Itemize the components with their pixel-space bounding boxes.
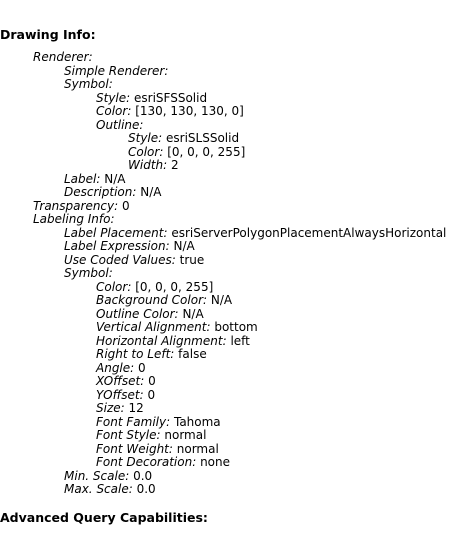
label-color-key: Color: [96,279,132,294]
outline-row [0,119,474,133]
right-to-left-value: false [178,347,207,361]
advanced-query-heading: Advanced Query Capabilities: [0,510,208,525]
symbol-row [0,78,474,92]
xoffset-key: XOffset: [96,374,145,388]
drawing-info-heading: Drawing Info: [0,27,96,42]
style-value: esriSFSSolid [134,90,208,105]
angle-row [0,362,474,376]
style-key: Style: [96,90,131,105]
symbol-key: Symbol: [64,77,113,91]
yoffset-key: YOffset: [96,387,144,402]
drawing-info-tree [0,51,474,497]
size-value: 12 [128,401,144,415]
font-decoration-value: none [200,455,231,469]
outline-color-value: [0, 0, 0, 255] [167,144,246,159]
xoffset-row [0,375,474,389]
label-expression-key: Label Expression: [64,239,170,253]
horizontal-alignment-row [0,335,474,349]
color-key: Color: [96,104,132,118]
vertical-alignment-key: Vertical Alignment: [96,320,211,334]
label-placement-row [0,227,474,241]
font-family-value: Tahoma [173,414,221,429]
font-decoration-key: Font Decoration: [96,455,197,469]
outline-width-row [0,159,474,173]
font-style-row [0,429,474,443]
label-value: N/A [104,171,126,186]
use-coded-values-key: Use Coded Values: [64,252,176,267]
simple-renderer-key: Simple Renderer: [64,63,169,78]
transparency-key: Transparency: [33,198,119,213]
xoffset-value: 0 [148,374,156,388]
min-scale-key: Min. Scale: [64,468,130,483]
description-row [0,186,474,200]
label-outline-color-key: Outline Color: [96,306,179,321]
max-scale-value: 0.0 [136,482,156,496]
description-key: Description: [64,185,137,199]
label-placement-key: Label Placement: [64,225,168,240]
label-symbol-key: Symbol: [64,266,113,280]
label-expression-value: N/A [173,239,195,253]
transparency-value: 0 [122,198,130,213]
use-coded-values-row [0,254,474,268]
horizontal-alignment-value: left [230,333,250,348]
color-row [0,105,474,119]
font-weight-value: normal [176,441,219,456]
labeling-info-key: Labeling Info: [33,212,115,226]
outline-color-row [0,146,474,160]
label-key: Label: [64,171,101,186]
vertical-alignment-value: bottom [214,320,258,334]
angle-key: Angle: [96,360,135,375]
transparency-row [0,200,474,214]
style-row [0,92,474,106]
renderer-key: Renderer: [33,50,93,64]
outline-width-value: 2 [171,158,179,172]
font-weight-row [0,443,474,457]
outline-style-value: esriSLSSolid [166,131,240,145]
description-value: N/A [140,185,162,199]
label-placement-value: esriServerPolygonPlacementAlwaysHorizontal [171,225,447,240]
min-scale-value: 0.0 [133,468,153,483]
size-key: Size: [96,401,125,415]
labeling-info-row [0,213,474,227]
background-color-value: N/A [210,293,233,307]
min-scale-row [0,470,474,484]
label-outline-color-value: N/A [182,306,204,321]
outline-style-key: Style: [128,131,163,145]
renderer-row [0,51,474,65]
right-to-left-key: Right to Left: [96,347,175,361]
yoffset-value: 0 [147,387,156,402]
font-family-row [0,416,474,430]
simple-renderer-row [0,65,474,79]
right-to-left-row [0,348,474,362]
color-value: [130, 130, 130, 0] [135,104,244,118]
vertical-alignment-row [0,321,474,335]
horizontal-alignment-key: Horizontal Alignment: [96,333,227,348]
outline-width-key: Width: [128,158,168,172]
font-weight-key: Font Weight: [96,441,173,456]
max-scale-key: Max. Scale: [64,482,133,496]
size-row [0,402,474,416]
font-decoration-row [0,456,474,470]
background-color-row [0,294,474,308]
font-style-value: normal [164,428,207,442]
label-row [0,173,474,187]
outline-style-row [0,132,474,146]
use-coded-values-value: true [179,252,205,267]
label-expression-row [0,240,474,254]
outline-color-label-row [0,308,474,322]
outline-color-key: Color: [128,144,164,159]
label-symbol-row [0,267,474,281]
label-color-value: [0, 0, 0, 255] [135,279,214,294]
yoffset-row [0,389,474,403]
outline-key: Outline: [96,117,144,132]
angle-value: 0 [138,360,146,375]
font-style-key: Font Style: [96,428,161,442]
label-color-row [0,281,474,295]
font-family-key: Font Family: [96,414,171,429]
max-scale-row [0,483,474,497]
background-color-key: Background Color: [96,293,208,307]
